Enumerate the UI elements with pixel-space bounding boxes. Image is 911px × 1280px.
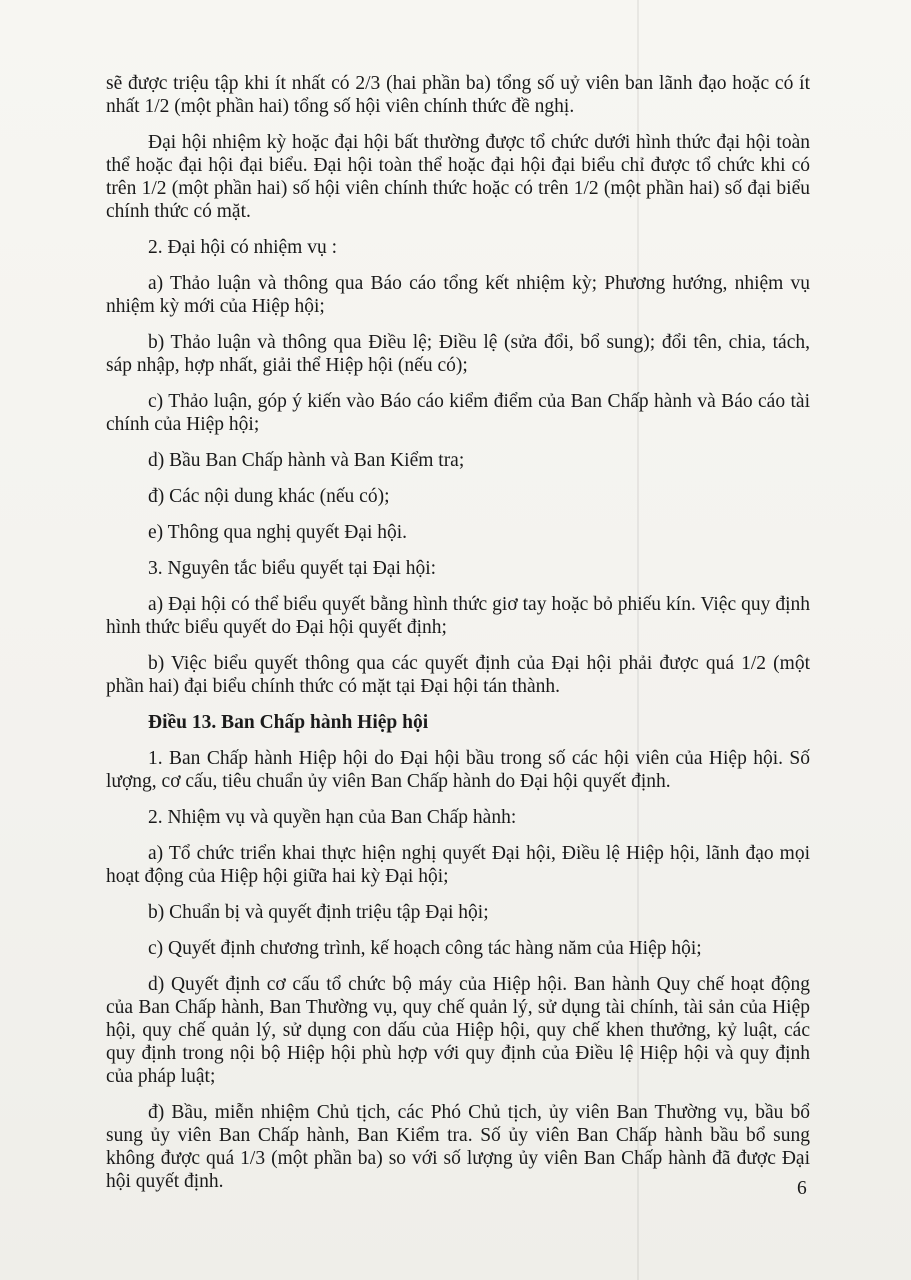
paragraph: đ) Bầu, miễn nhiệm Chủ tịch, các Phó Chủ tịch, ủy viên Ban Thường vụ, bầu bổ sung ủy viên Ban Chấp hành, Ban Kiểm tra. Số ủy viên Ban Chấp hành bầu bổ sung không được quá 1/3 (một phần ba) so với số lượng ủy viên Ban Chấp hành đã được Đại hội quyết định.	[106, 1102, 810, 1192]
paragraph: Đại hội nhiệm kỳ hoặc đại hội bất thường được tổ chức dưới hình thức đại hội toàn thể hoặc đại hội đại biểu. Đại hội toàn thể hoặc đại hội đại biểu chỉ được tổ chức khi có trên 1/2 (một phần hai) số hội viên chính thức hoặc có trên 1/2 (một phần hai) số đại biểu chính thức có mặt.	[106, 132, 810, 222]
page-number: 6	[797, 1178, 807, 1199]
paragraph: b) Chuẩn bị và quyết định triệu tập Đại hội;	[148, 902, 489, 923]
paragraph: 2. Nhiệm vụ và quyền hạn của Ban Chấp hành:	[148, 807, 517, 828]
paragraph: 1. Ban Chấp hành Hiệp hội do Đại hội bầu trong số các hội viên của Hiệp hội. Số lượng, cơ cấu, tiêu chuẩn ủy viên Ban Chấp hành do Đại hội quyết định.	[106, 748, 810, 792]
paragraph: a) Đại hội có thể biểu quyết bằng hình thức giơ tay hoặc bỏ phiếu kín. Việc quy định hình thức biểu quyết do Đại hội quyết định;	[106, 594, 810, 638]
document-body	[106, 72, 810, 1206]
paragraph: b) Việc biểu quyết thông qua các quyết định của Đại hội phải được quá 1/2 (một phần hai) đại biểu chính thức có mặt tại Đại hội tán thành.	[106, 653, 810, 697]
paragraph: c) Thảo luận, góp ý kiến vào Báo cáo kiểm điểm của Ban Chấp hành và Báo cáo tài chính của Hiệp hội;	[106, 391, 810, 435]
paragraph: d) Bầu Ban Chấp hành và Ban Kiểm tra;	[148, 450, 465, 471]
paragraph: 3. Nguyên tắc biểu quyết tại Đại hội:	[148, 558, 437, 579]
paragraph: a) Tổ chức triển khai thực hiện nghị quyết Đại hội, Điều lệ Hiệp hội, lãnh đạo mọi hoạt động của Hiệp hội giữa hai kỳ Đại hội;	[106, 843, 810, 887]
paragraph: 2. Đại hội có nhiệm vụ :	[148, 237, 338, 258]
paragraph: a) Thảo luận và thông qua Báo cáo tổng kết nhiệm kỳ; Phương hướng, nhiệm vụ nhiệm kỳ mới của Hiệp hội;	[106, 273, 810, 317]
article-heading: Điều 13. Ban Chấp hành Hiệp hội	[148, 712, 429, 733]
paragraph-continuation: sẽ được triệu tập khi ít nhất có 2/3 (hai phần ba) tổng số uỷ viên ban lãnh đạo hoặc có ít nhất 1/2 (một phần hai) tổng số hội viên chính thức đề nghị.	[106, 73, 810, 117]
paragraph: đ) Các nội dung khác (nếu có);	[148, 486, 390, 507]
paragraph: e) Thông qua nghị quyết Đại hội.	[148, 522, 408, 543]
paragraph: c) Quyết định chương trình, kế hoạch công tác hàng năm của Hiệp hội;	[148, 938, 702, 959]
paragraph: d) Quyết định cơ cấu tổ chức bộ máy của Hiệp hội. Ban hành Quy chế hoạt động của Ban Chấp hành, Ban Thường vụ, quy chế quản lý, sử dụng tài chính, tài sản của Hiệp hội, quy chế quản lý, sử dụng con dấu của Hiệp hội, quy chế khen thưởng, kỷ luật, các quy định trong nội bộ Hiệp hội phù hợp với quy định của Điều lệ Hiệp hội và quy định của pháp luật;	[106, 974, 810, 1087]
paragraph: b) Thảo luận và thông qua Điều lệ; Điều lệ (sửa đổi, bổ sung); đổi tên, chia, tách, sáp nhập, hợp nhất, giải thể Hiệp hội (nếu có);	[106, 332, 810, 376]
